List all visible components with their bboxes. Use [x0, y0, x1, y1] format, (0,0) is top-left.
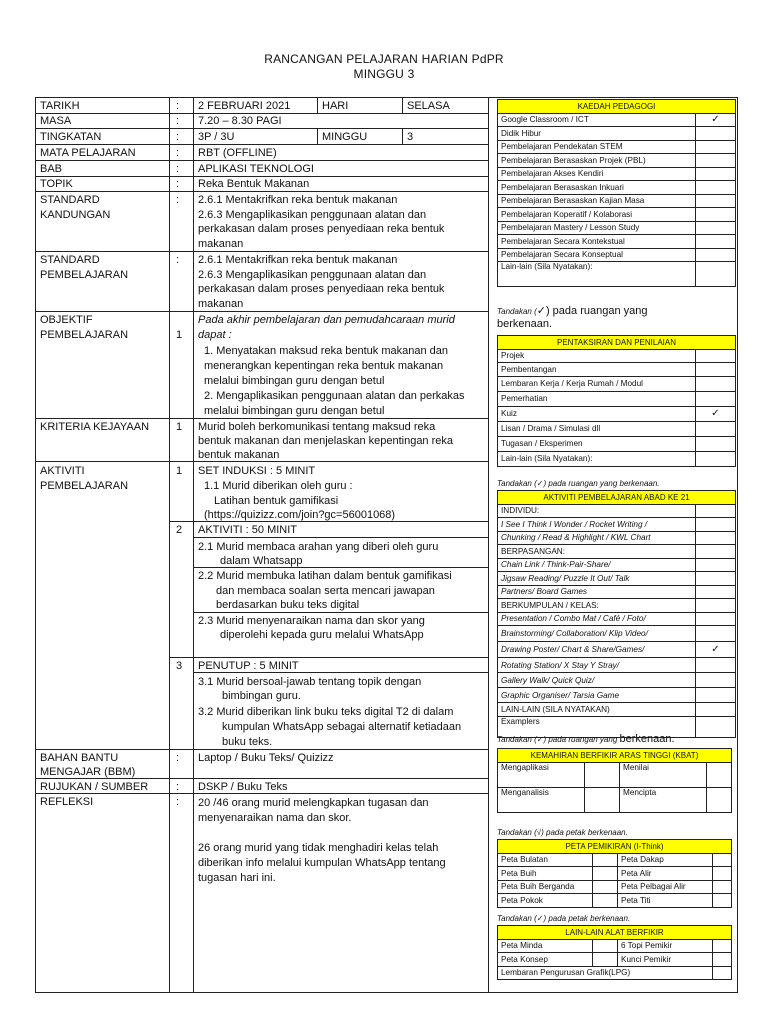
- mp-value: RBT (OFFLINE): [198, 147, 277, 159]
- checkbox-cell[interactable]: [696, 531, 736, 545]
- col-divider: [488, 97, 489, 993]
- ithink-table: [497, 839, 732, 908]
- colon: :: [176, 254, 180, 266]
- abad21-table: [497, 490, 736, 738]
- refleksi-line: 26 orang murid yang tidak menghadiri kelas telah: [198, 842, 439, 854]
- alat-item: Lembaran Pengurusan Grafik(LPG): [498, 966, 713, 980]
- kaedah-item: Pembelajaran Berasaskan Kajian Masa: [498, 194, 696, 208]
- bab-value: APLIKASI TEKNOLOGI: [198, 163, 314, 175]
- checkbox-cell[interactable]: [696, 349, 736, 363]
- checkbox-cell[interactable]: [696, 558, 736, 572]
- col-divider: [402, 128, 403, 144]
- objektif-line: 1. Menyatakan maksud reka bentuk makanan dan: [204, 345, 448, 357]
- aktiviti-step: bimbingan guru.: [222, 690, 301, 702]
- kaedah-item: Pembelajaran Berasaskan Inkuari: [498, 181, 696, 195]
- page-title: RANCANGAN PELAJARAN HARIAN PdPR: [264, 52, 504, 66]
- check-icon[interactable]: ✓: [696, 642, 736, 658]
- masa-value: 7.20 – 8.30 PAGI: [198, 115, 282, 127]
- aktiviti-num: 1: [176, 465, 183, 477]
- set-induksi: SET INDUKSI : 5 MINIT: [198, 465, 316, 477]
- kbat-item: Mencipta: [620, 787, 707, 812]
- alat-berfikir-table: [497, 925, 732, 980]
- alat-title: LAIN-LAIN ALAT BERFIKIR: [498, 926, 732, 940]
- pentaksiran-note: Tandakan (✓) pada ruangan yang berkenaan.: [497, 479, 660, 488]
- objektif-line: 2. Mengaplikasikan penggunaan alatan dan perkakas: [204, 390, 465, 402]
- refleksi-line: 20 /46 orang murid melengkapkan tugasan dan: [198, 797, 429, 809]
- kaedah-title: KAEDAH PEDAGOGI: [498, 100, 736, 114]
- checkbox-cell[interactable]: [696, 194, 736, 208]
- colon: :: [176, 752, 180, 764]
- checkbox-cell[interactable]: [696, 599, 736, 613]
- topik-label: TOPIK: [40, 178, 73, 190]
- abad21-heading: LAIN-LAIN (SILA NYATAKAN): [498, 703, 696, 717]
- ithink-item: Peta Buih Berganda: [498, 880, 593, 894]
- pentaksiran-item: Kuiz: [498, 406, 696, 421]
- kaedah-pedagogi-table: [497, 99, 736, 287]
- checkbox-cell[interactable]: [696, 140, 736, 154]
- sp-line: perkakasan dalam proses penyediaan reka bentuk: [198, 283, 445, 295]
- checkbox-cell[interactable]: [713, 867, 732, 881]
- kaedah-item: Pembelajaran Mastery / Lesson Study: [498, 221, 696, 235]
- pentaksiran-item: Pemerhatian: [498, 391, 696, 406]
- kaedah-item: Didik Hibur: [498, 127, 696, 141]
- objektif-num: 1: [176, 329, 183, 341]
- checkbox-cell[interactable]: [593, 953, 618, 967]
- checkbox-cell[interactable]: [696, 391, 736, 406]
- ithink-item: Peta Alir: [618, 867, 713, 881]
- row-divider: [169, 657, 488, 658]
- sp-line: 2.6.1 Mentakrifkan reka bentuk makanan: [198, 254, 398, 266]
- checkbox-cell[interactable]: [696, 673, 736, 688]
- objektif-label-2: PEMBELAJARAN: [40, 329, 129, 341]
- abad21-item: Graphic Organiser/ Tarsia Game: [498, 688, 696, 703]
- checkbox-cell[interactable]: [696, 626, 736, 642]
- aktiviti-step: dalam Whatsapp: [220, 555, 303, 567]
- week-title: MINGGU 3: [353, 67, 415, 81]
- aktiviti-num: 3: [176, 660, 183, 672]
- aktiviti-step: 2.3 Murid menyenaraikan nama dan skor yang: [198, 615, 425, 627]
- aktiviti-step: 1.1 Murid diberikan oleh guru :: [204, 480, 353, 492]
- colon: :: [176, 147, 180, 159]
- kaedah-item: Pembelajaran Secara Konseptual: [498, 248, 696, 262]
- col-divider: [402, 97, 403, 113]
- checkbox-cell[interactable]: [593, 939, 618, 953]
- checkbox-cell[interactable]: [696, 451, 736, 466]
- checkbox-cell[interactable]: [696, 248, 736, 262]
- abad21-item: Chain Link / Think-Pair-Share/: [498, 558, 696, 572]
- checkbox-cell[interactable]: [696, 716, 736, 737]
- colon: :: [176, 115, 180, 127]
- mp-label: MATA PELAJARAN: [40, 147, 136, 159]
- abad21-item: Drawing Poster/ Chart & Share/Games/: [498, 642, 696, 658]
- checkbox-cell[interactable]: [713, 880, 732, 894]
- tick-icon: ✓: [536, 305, 546, 317]
- tarikh-label: TARIKH: [40, 100, 80, 112]
- colon: :: [176, 796, 180, 808]
- ithink-item: Peta Pokok: [498, 894, 593, 908]
- abad21-item: I See I Think I Wonder / Rocket Writing /: [498, 518, 696, 532]
- aktiviti-num: 2: [176, 524, 183, 536]
- kaedah-item: Lain-lain (Sila Nyatakan):: [498, 262, 696, 287]
- checkbox-cell[interactable]: [696, 127, 736, 141]
- checkbox-cell[interactable]: [696, 221, 736, 235]
- checkbox-cell[interactable]: [696, 545, 736, 559]
- sp-label: STANDARD: [40, 254, 100, 266]
- abad21-heading: BERPASANGAN:: [498, 545, 696, 559]
- refleksi-label: REFLEKSI: [40, 796, 94, 808]
- abad21-note: [497, 733, 675, 745]
- checkbox-cell[interactable]: [696, 363, 736, 377]
- minggu-label: MINGGU: [322, 131, 368, 143]
- objektif-label: OBJEKTIF: [40, 314, 93, 326]
- checkbox-cell[interactable]: [696, 235, 736, 249]
- row-divider: [35, 251, 488, 252]
- check-icon[interactable]: ✓: [696, 113, 736, 127]
- kbat-item: Mengaplikasi: [498, 762, 585, 787]
- aktiviti-step: Latihan bentuk gamifikasi: [214, 495, 339, 507]
- ithink-item: Peta Dakap: [618, 853, 713, 867]
- checkbox-cell[interactable]: [713, 953, 732, 967]
- abad21-item: Gallery Walk/ Quick Quiz/: [498, 673, 696, 688]
- checkbox-cell[interactable]: [696, 154, 736, 168]
- aktiviti-label-2: PEMBELAJARAN: [40, 480, 129, 492]
- refleksi-line: menyenaraikan nama dan skor.: [198, 812, 352, 824]
- abad21-item: Presentation / Combo Mat / Café / Foto/: [498, 612, 696, 626]
- checkbox-cell[interactable]: [696, 181, 736, 195]
- abad21-item: Chunking / Read & Highlight / KWL Chart: [498, 531, 696, 545]
- checkbox-cell[interactable]: [593, 894, 618, 908]
- aktiviti-main: AKTIVITI : 50 MINIT: [198, 524, 298, 536]
- hari-label: HARI: [322, 100, 349, 112]
- colon: :: [176, 131, 180, 143]
- kaedah-item: Pembelajaran Akses Kendiri: [498, 167, 696, 181]
- aktiviti-step: 2.1 Murid membaca arahan yang diberi oleh guru: [198, 541, 439, 553]
- checkbox-cell[interactable]: [713, 853, 732, 867]
- sp-label-2: PEMBELAJARAN: [40, 269, 129, 281]
- abad21-heading: BERKUMPULAN / KELAS:: [498, 599, 696, 613]
- ithink-item: Peta Pelbagai Alir: [618, 880, 713, 894]
- note-text: ) pada ruangan yang: [545, 305, 648, 317]
- refleksi-line: tugasan hari ini.: [198, 872, 276, 884]
- pentaksiran-item: Pembentangan: [498, 363, 696, 377]
- kaedah-item: Pembelajaran Pendekatan STEM: [498, 140, 696, 154]
- col-divider: [317, 128, 318, 144]
- aktiviti-step: dan membaca soalan serta mencari jawapan: [216, 585, 435, 597]
- aktiviti-step: kumpulan WhatsApp sebagai alternatif ketiadaan: [222, 721, 462, 733]
- checkbox-cell[interactable]: [585, 787, 620, 812]
- sk-line: perkakasan dalam proses penyediaan reka bentuk: [198, 223, 445, 235]
- checkbox-cell[interactable]: [707, 762, 732, 787]
- sp-line: 2.6.3 Mengaplikasikan penggunaan alatan dan: [198, 269, 427, 281]
- colon: :: [176, 194, 180, 206]
- kbat-item: Menilai: [620, 762, 707, 787]
- kaedah-item: Pembelajaran Secara Kontekstual: [498, 235, 696, 249]
- checkbox-cell[interactable]: [707, 787, 732, 812]
- kaedah-item: Pembelajaran Koperatif / Kolaborasi: [498, 208, 696, 222]
- colon: :: [176, 781, 180, 793]
- checkbox-cell[interactable]: [593, 853, 618, 867]
- kriteria-line: bentuk makanan dan menjelaskan kepentingan reka: [198, 435, 454, 447]
- bbm-label: BAHAN BANTU: [40, 752, 119, 764]
- note-text: Tandakan (✓) pada ruangan yang: [497, 735, 618, 744]
- kriteria-num: 1: [176, 421, 183, 433]
- sk-label: STANDARD: [40, 194, 100, 206]
- sk-line: 2.6.1 Mentakrifkan reka bentuk makanan: [198, 194, 398, 206]
- sk-label-2: KANDUNGAN: [40, 209, 111, 221]
- objektif-line: melalui bimbingan guru dengan betul: [204, 405, 385, 417]
- sk-line: 2.6.3 Mengaplikasikan penggunaan alatan dan: [198, 209, 427, 221]
- ithink-title: PETA PEMIKIRAN (I-Think): [498, 840, 732, 854]
- checkbox-cell[interactable]: [696, 208, 736, 222]
- abad21-item: Partners/ Board Games: [498, 585, 696, 599]
- row-divider: [35, 311, 488, 312]
- checkbox-cell[interactable]: [696, 262, 736, 287]
- kbat-table: [497, 748, 732, 813]
- checkbox-cell[interactable]: [696, 688, 736, 703]
- checkbox-cell[interactable]: [696, 612, 736, 626]
- quizizz-link[interactable]: (https://quizizz.com/join?gc=56001068): [204, 509, 396, 521]
- objektif-intro-2: dapat :: [198, 329, 232, 341]
- kbat-title: KEMAHIRAN BERFIKIR ARAS TINGGI (KBAT): [498, 749, 732, 763]
- kriteria-label: KRITERIA KEJAYAAN: [40, 421, 150, 433]
- checkbox-cell[interactable]: [696, 421, 736, 436]
- ithink-item: Peta Titi: [618, 894, 713, 908]
- rujukan-label: RUJUKAN / SUMBER: [40, 781, 149, 793]
- bab-label: BAB: [40, 163, 63, 175]
- checkbox-cell[interactable]: [696, 376, 736, 391]
- checkbox-cell[interactable]: [593, 867, 618, 881]
- rujukan-value: DSKP / Buku Teks: [198, 781, 288, 793]
- checkbox-cell[interactable]: [696, 436, 736, 451]
- kaedah-item: Google Classroom / ICT: [498, 113, 696, 127]
- hari-value: SELASA: [407, 100, 450, 112]
- sk-line: makanan: [198, 238, 244, 250]
- kbat-item: Menganalisis: [498, 787, 585, 812]
- minggu-value: 3: [407, 131, 414, 143]
- abad21-item: Brainstorming/ Collaboration/ Klip Video/: [498, 626, 696, 642]
- pentaksiran-title: PENTAKSIRAN DAN PENILAIAN: [498, 336, 736, 350]
- checkbox-cell[interactable]: [585, 762, 620, 787]
- bbm-label-2: MENGAJAR (BBM): [40, 766, 136, 778]
- checkbox-cell[interactable]: [696, 518, 736, 532]
- kriteria-line: bentuk makanan: [198, 449, 280, 461]
- checkbox-cell[interactable]: [713, 894, 732, 908]
- aktiviti-step: buku teks.: [222, 736, 273, 748]
- abad21-item: Examplers: [498, 716, 696, 737]
- check-icon[interactable]: ✓: [696, 406, 736, 421]
- masa-label: MASA: [40, 115, 72, 127]
- note-text: berkenaan.: [619, 733, 675, 745]
- row-divider: [35, 144, 488, 145]
- alat-item: Peta Konsep: [498, 953, 593, 967]
- abad21-title: AKTIVITI PEMBELAJARAN ABAD KE 21: [498, 491, 736, 505]
- pentaksiran-item: Lain-lain (Sila Nyatakan):: [498, 451, 696, 466]
- alat-item: Peta Minda: [498, 939, 593, 953]
- col-divider: [317, 97, 318, 113]
- aktiviti-step: diperolehi kepada guru melalui WhatsApp: [220, 629, 424, 641]
- ithink-item: Peta Buih: [498, 867, 593, 881]
- colon: :: [176, 178, 180, 190]
- tingkatan-label: TINGKATAN: [40, 131, 102, 143]
- objektif-line: melalui bimbingan guru dengan betul: [204, 375, 385, 387]
- checkbox-cell[interactable]: [696, 572, 736, 586]
- checkbox-cell[interactable]: [696, 167, 736, 181]
- tarikh-value: 2 FEBRUARI 2021: [198, 100, 291, 112]
- ithink-note: Tandakan (✓) pada petak berkenaan.: [497, 914, 631, 923]
- objektif-line: menerangkan kepentingan reka bentuk makanan: [204, 360, 444, 372]
- topik-value: Reka Bentuk Makanan: [198, 178, 310, 190]
- kbat-note: Tandakan (√) pada petak berkenaan.: [497, 828, 628, 837]
- pentaksiran-item: Projek: [498, 349, 696, 363]
- aktiviti-step: 3.2 Murid diberikan link buku teks digital T2 di dalam: [198, 706, 454, 718]
- alat-item: 6 Topi Pemikir: [618, 939, 713, 953]
- aktiviti-step: 3.1 Murid bersoal-jawab tentang topik dengan: [198, 676, 422, 688]
- kaedah-note: [497, 304, 647, 317]
- checkbox-cell[interactable]: [696, 504, 736, 518]
- ithink-item: Peta Bulatan: [498, 853, 593, 867]
- checkbox-cell[interactable]: [696, 585, 736, 599]
- pentaksiran-table: [497, 335, 736, 467]
- checkbox-cell[interactable]: [696, 703, 736, 717]
- objektif-intro: Pada akhir pembelajaran dan pemudahcaraan murid: [198, 314, 455, 326]
- abad21-item: Rotating Station/ X Stay Y Stray/: [498, 658, 696, 673]
- aktiviti-step: berdasarkan buku teks digital: [216, 599, 360, 611]
- alat-item: Kunci Pemikir: [618, 953, 713, 967]
- aktiviti-label: AKTIVITI: [40, 465, 85, 477]
- kriteria-line: Murid boleh berkomunikasi tentang maksud reka: [198, 421, 436, 433]
- checkbox-cell[interactable]: [713, 939, 732, 953]
- aktiviti-step: 2.2 Murid membuka latihan dalam bentuk gamifikasi: [198, 570, 452, 582]
- kaedah-item: Pembelajaran Berasaskan Projek (PBL): [498, 154, 696, 168]
- refleksi-line: diberikan info melalui kumpulan WhatsApp tentang: [198, 857, 446, 869]
- note-text: Tandakan (: [497, 307, 537, 316]
- penutup: PENUTUP : 5 MINIT: [198, 660, 299, 672]
- checkbox-cell[interactable]: [593, 880, 618, 894]
- note-text: berkenaan.: [497, 318, 553, 330]
- bbm-value: Laptop / Buku Teks/ Quizizz: [198, 752, 334, 764]
- abad21-heading: INDIVIDU:: [498, 504, 696, 518]
- checkbox-cell[interactable]: [696, 658, 736, 673]
- pentaksiran-item: Tugasan / Eksperimen: [498, 436, 696, 451]
- col-divider: [193, 97, 194, 993]
- pentaksiran-item: Lisan / Drama / Simulasi dll: [498, 421, 696, 436]
- colon: :: [176, 100, 180, 112]
- abad21-item: Jigsaw Reading/ Puzzle It Out/ Talk: [498, 572, 696, 586]
- colon: :: [176, 163, 180, 175]
- pentaksiran-item: Lembaran Kerja / Kerja Rumah / Modul: [498, 376, 696, 391]
- tingkatan-value: 3P / 3U: [198, 131, 235, 143]
- col-divider: [169, 97, 170, 993]
- sp-line: makanan: [198, 298, 244, 310]
- checkbox-cell[interactable]: [713, 966, 732, 980]
